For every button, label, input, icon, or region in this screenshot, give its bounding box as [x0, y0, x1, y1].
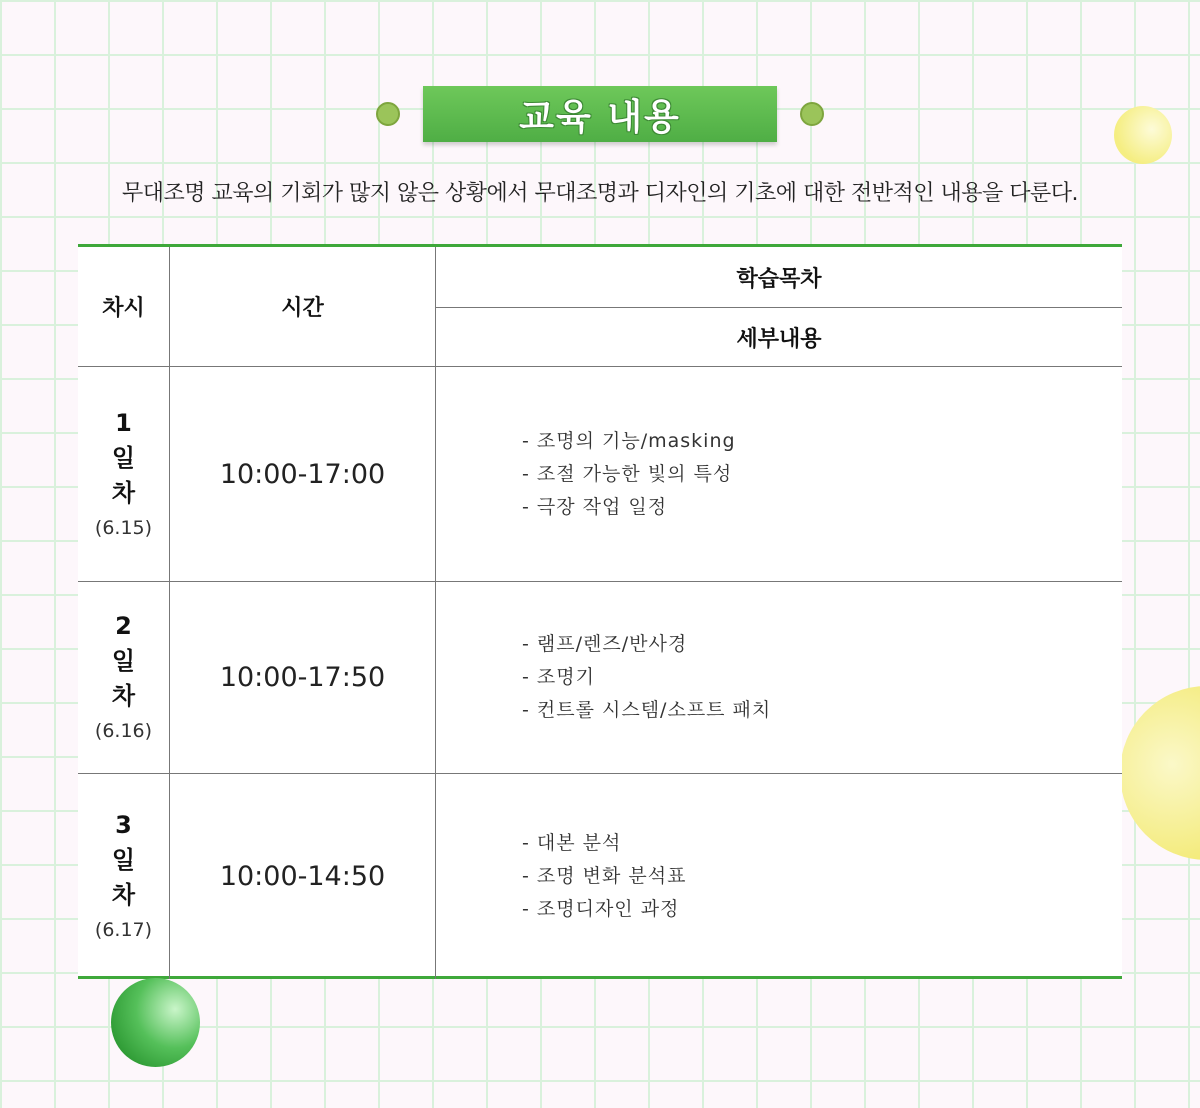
session-order-label: 차 [111, 880, 136, 909]
session-day-label: 일 [111, 845, 136, 874]
list-item: - 대본 분석 [522, 831, 622, 854]
session-order-label: 차 [111, 478, 136, 507]
session-day-label: 일 [111, 443, 136, 472]
list-item: - 조명의 기능/masking [522, 429, 736, 452]
header-details: 세부내용 [436, 308, 1123, 367]
list-item: - 조절 가능한 빛의 특성 [522, 462, 733, 485]
list-item: - 컨트롤 시스템/소프트 패치 [522, 699, 772, 721]
curriculum-table [78, 244, 1122, 979]
session-cell [78, 582, 170, 774]
session-number: 3 [115, 810, 132, 839]
session-date: (6.15) [94, 516, 153, 539]
table-row [78, 774, 1122, 979]
session-cell [78, 774, 170, 979]
header-curriculum: 학습목차 [436, 247, 1123, 308]
title-banner [423, 86, 777, 142]
session-number: 1 [115, 408, 132, 437]
green-dot-right-decoration [800, 102, 824, 126]
list-item: - 조명기 [522, 666, 595, 688]
header-time: 시간 [170, 247, 436, 367]
header-session: 차시 [78, 247, 170, 367]
session-date: (6.16) [94, 720, 153, 742]
list-item: - 조명 변화 분석표 [522, 864, 687, 887]
list-item: - 램프/렌즈/반사경 [522, 633, 688, 655]
table-row [78, 367, 1122, 582]
yellow-circle-decoration-large [1120, 686, 1200, 860]
time-cell: 10:00-14:50 [170, 774, 436, 979]
yellow-circle-decoration-small [1114, 106, 1172, 164]
table-row [78, 582, 1122, 774]
intro-text: 무대조명 교육의 기회가 많지 않은 상황에서 무대조명과 디자인의 기초에 대한 전반적인 내용을 다룬다. [122, 181, 1078, 206]
time-cell: 10:00-17:00 [170, 367, 436, 582]
session-date: (6.17) [94, 918, 153, 941]
green-ball-decoration [111, 978, 200, 1067]
time-cell: 10:00-17:50 [170, 582, 436, 774]
details-cell [436, 582, 1123, 774]
details-cell [436, 367, 1123, 582]
session-cell [78, 367, 170, 582]
session-order-label: 차 [111, 682, 136, 710]
list-item: - 조명디자인 과정 [522, 897, 680, 920]
page-title: 교육 내용 [519, 96, 681, 138]
session-day-label: 일 [111, 647, 136, 675]
list-item: - 극장 작업 일정 [522, 495, 668, 518]
details-cell [436, 774, 1123, 979]
green-dot-left-decoration [376, 102, 400, 126]
session-number: 2 [115, 612, 132, 640]
